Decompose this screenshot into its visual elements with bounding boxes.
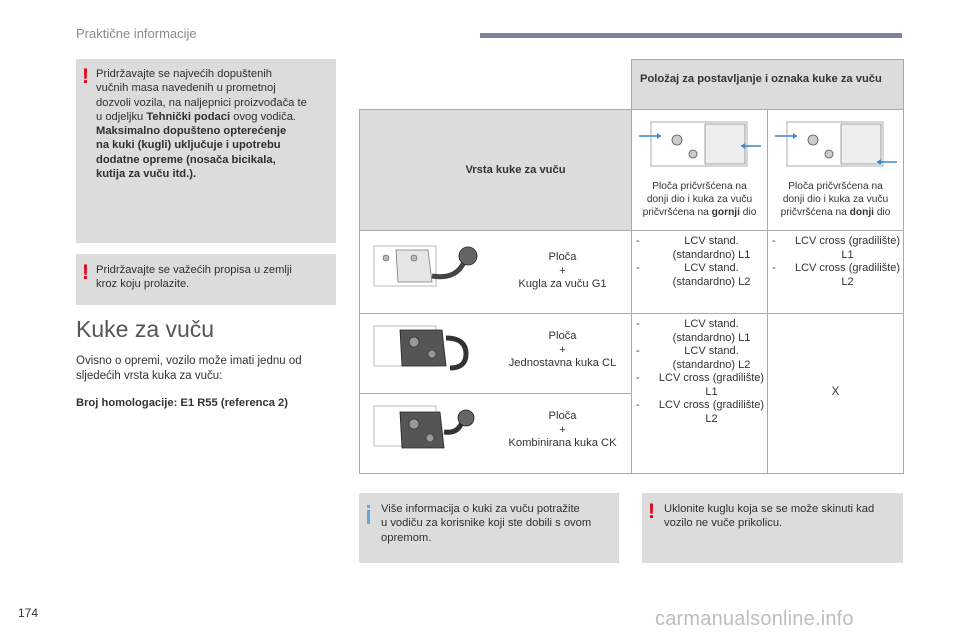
intro-paragraph: Ovisno o opremi, vozilo može imati jednu od sljedećih vrsta kuka za vuču: [76,355,302,382]
g1-upper-variants: - LCV stand. (standardno) L1 - LCV stand. (standardno) L2 [632,231,768,314]
table-row-type-ck: Ploča + Kombinirana kuka CK [360,394,632,474]
header-bar [480,33,902,38]
warning-box-max-mass [76,59,336,243]
header-position-cell: Položaj za postavljanje i oznaka kuke za vuču [632,60,904,110]
warning-text: Pridržavajte se najvećih dopuštenih vučnih masa navedenih u prometnoj dozvoli vozila, na naljepnici proizvođača te u odjeljku Tehnički podaci ovog vodiča. Maksimalno dopušteno opterećenje na kuki (kugli) uključuje i upotrebu dodatne opreme (nosača bicikala, kutija za vuču itd.). [96,68,307,181]
mounting-upper-diagram [633,114,767,178]
tow-hook-table [359,59,904,474]
watermark: carmanualsonline.info [655,608,854,630]
warning-text: Pridržavajte se važećih propisa u zemlji kroz koju prolazite. [96,264,292,291]
warning-icon: ! [82,261,89,284]
warning-box-remove-ball [642,493,903,563]
warning-icon: ! [648,500,655,523]
position-lower-cell: Ploča pričvršćena na donji dio i kuka za vuču pričvršćena na donji dio [768,110,904,231]
homologation-number: Broj homologacije: E1 R55 (referenca 2) [76,397,289,409]
mounting-lower-diagram [769,114,903,178]
section-heading: Kuke za vuču [76,316,215,342]
combined-hook-illustration [366,398,494,462]
g1-lower-variants: - LCV cross (gradilište) L1 - LCV cross (gradilište) L2 [768,231,904,314]
table-row-type-g1: Ploča + Kugla za vuču G1 [360,231,632,314]
cl-ck-upper-variants: - LCV stand. (standardno) L1 - LCV stand. (standardno) L2 - LCV cross (gradilište) L1 - LCV cross (gradilište) L2 [632,314,768,474]
page-section-title: Praktične informacije [76,26,197,41]
cl-ck-lower-variants: X [768,314,904,474]
position-upper-cell: Ploča pričvršćena na donji dio i kuka za vuču pričvršćena na gornji dio [632,110,768,231]
table-row-type-cl: Ploča + Jednostavna kuka CL [360,314,632,394]
header-type-cell: Vrsta kuke za vuču [360,110,632,231]
info-box-user-guide [359,493,619,563]
page-number: 174 [18,606,39,620]
info-text: Više informacija o kuki za vuču potražite u vodiču za korisnike koji ste dobili s ovom opremom. [381,503,592,544]
empty-corner-cell [360,60,632,110]
simple-hook-illustration [366,318,494,382]
warning-text: Uklonite kuglu koja se se može skinuti kad vozilo ne vuče prikolicu. [664,503,875,530]
info-icon [367,505,370,524]
warning-box-regulations [76,254,336,305]
warning-icon: ! [82,65,89,88]
ball-hook-illustration [366,236,494,300]
